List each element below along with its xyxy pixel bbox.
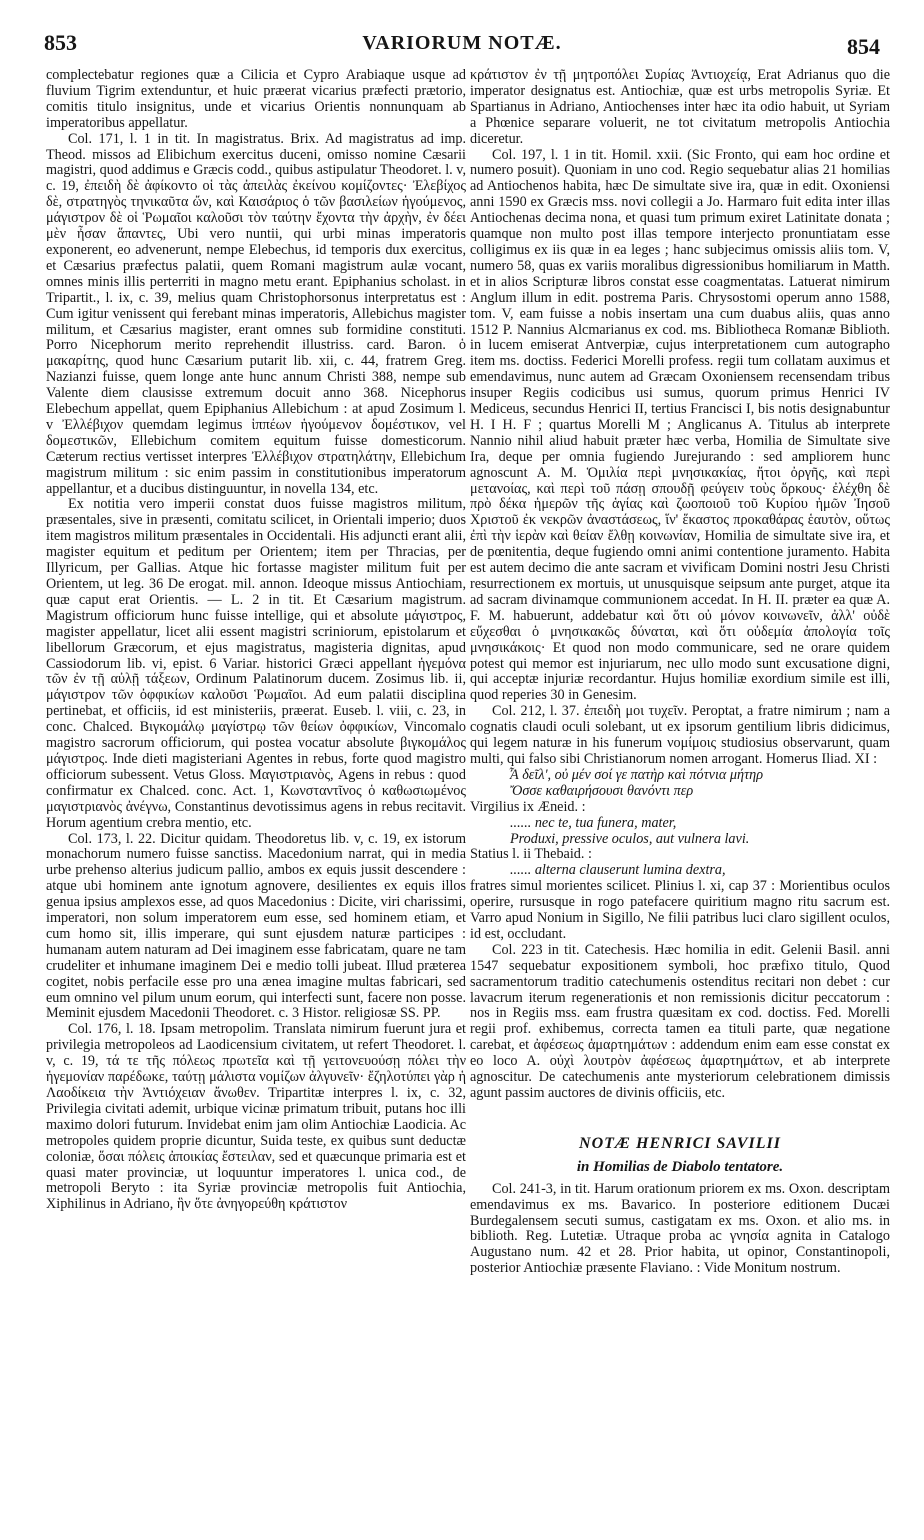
running-header bbox=[44, 30, 880, 62]
page-number-right: 854 bbox=[847, 34, 880, 59]
paragraph: complectebatur regiones quæ a Cilicia et Cypro Arabiaque usque ad fluvium Tigrim extenduntur, et huic præerat vicarius præfecti prætorio, comitis titulo insignitus, unde et vicarius Orientis nonnunquam ab imperatoribus appellatur. bbox=[46, 68, 466, 131]
paragraph: Col. 176, l. 18. Ipsam metropolim. Translata nimirum fuerunt jura et privilegia metropoleos ad Laodicensium civitatem, ut refert Theodoret. l. v, c. 19, τά τε τῆς πόλεως πρωτεῖα καὶ τῇ γειτονευούσῃ πόλει τὴν ἡγεμονίαν παρέδωκε, ταύτῃ μάλιστα νομίζων ἀλγυνεῖν· ἔζηλοτύπει γὰρ ἡ Λαοδίκεια τὴν Ἀντιόχειαν ἄνωθεν. Tripartitæ interpres l. ix, c. 32, Privilegia civitati ademit, urbique vicinæ primatum tribuit, putans hoc illi maximo dolori futurum. Invidebat enim jam olim Antiochiæ Laodicia. Ac metropoles quidem proprie dicuntur, Suida teste, ex quibus sunt deductæ coloniæ, ὅσαι πόλεις ἀποικίας ἔστειλαν, sed et quæcunque primaria est et quasi mater provinciæ, ut loquuntur imperatores l. unica cod., de metropoli Beryto : ita Syriæ provinciæ metropolis fuit Antiochia, Xiphilinus in Adriano, ἣν ὅτε ἀνηγορεύθη κράτιστον bbox=[46, 1021, 466, 1213]
verse-line: ...... alterna clauserunt lumina dextra, bbox=[510, 862, 726, 879]
paragraph: Col. 212, l. 37. ἐπειδὴ μοι τυχεῖν. Peroptat, a fratre nimirum ; nam a cognatis claudi oculi solebant, ut ex ipsorum gentilium libris didicimus, qui legem naturæ in his funerum νομίμοις studiosius observarunt, quam multi, qui falso sibi Christianorum nomen arrogant. Homerus Iliad. XI : bbox=[470, 703, 890, 767]
paragraph: Col. 173, l. 22. Dicitur quidam. Theodoretus lib. v, c. 19, ex istorum monachorum numero fuisse sanctiss. Macedonium narrat, qui in media urbe prehenso alterius judicum pallio, ambos ex equis jussit descendere : atque ubi hominem ante ignotum agnovere, desilientes ex equis illos genua ipsius amplexos esse, ad quos Macedonius : Dicite, viri charissimi, imperatori, non solum imperatorem eum esse, sed hominem etiam, et cum homo sit, illis imperare, qui sunt ejusdem naturæ participes : humanam autem naturam ad Dei imaginem esse fabricatam, quare ne tam crudeliter et inhumane imaginem Dei e medio tolli jubeat. Illud præterea cogitet, nobis perfacile esse pro una ænea imagine multas fabricari, sed eum omnino vel pilum unum eorum, qui interfecti sunt, facere non posse. Meminit ejusdem Macedonii Theodoret. c. 3 Histor. religiosæ SS. PP. bbox=[46, 830, 466, 1022]
paragraph: Col. 197, l. 1 in tit. Homil. xxii. (Sic Fronto, qui eam hoc ordine et numero posuit). Quoniam in uno cod. Regio sequebatur alias 21 homilias ad Antiochenos habita, hæc De simultate sive ira, quæ in edit. Oxoniensi anni 1590 ex Græcis mss. novi collegii a Jo. Harmaro fuit edita inter illas Antiochenas decima nona, et quasi tum primum exiret Latinitate donata ; quamque non multo post illas tempore interjecto pronuntiatam esse colligimus ex iis quæ in ea leges ; hanc subjecimus omissis aliis tom. V, numero 58, quas ex variis moralibus digressionibus homiliarum in Matth. et in alios Scripturæ libros constat esse coagmentatas. Latuerat nimirum Anglum illum in edit. postrema Paris. Chrysostomi operum anno 1588, tom. V, eam fuisse a nobis insertam una cum duabus aliis, quas anno 1512 P. Nannius Alcmarianus ex cod. ms. Bibliotheca Romanæ Biblioth. in lucem emiserat Antverpiæ, cujus interpretationem cum autographo item ms. doctiss. Federici Morelli profess. regii tum collatam auximus et emendavimus, nunc autem ad Græcam Oxoniensem recensendam tribus insuper Regiis codicibus usi sumus, quorum primus Henrici IV Mediceus, secundus Henrici II, tertius Francisci I, bis notis designabuntur H. I H. F ; quartus Morelli M ; Anglicanus A. Titulus ab interprete Nannio nihil aliud habuit præter hæc verba, Homilia de Simultate sive Ira, deque per omnia fugiendo Jurejurando : sed ampliorem hunc agnoscunt A. M. Ὁμιλία περὶ μνησικακίας, ἤτοι ὀργῆς, καὶ περὶ μετανοίας, καὶ περὶ τοῦ πάσῃ σπουδῇ φεύγειν τοὺς ὅρκους· ἐλέχθη δὲ πρὸ δέκα ἡμερῶν τῆς ἁγίας καὶ ζωοποιοῦ τοῦ Κυρίου ἡμῶν Ἰησοῦ Χριστοῦ ἐκ νεκρῶν ἀναστάσεως, ἵν' ἕκαστος προκαθάρας ἑαυτὸν, οὕτως ἐπὶ τὴν ἱερὰν καὶ θείαν ἔλθῃ κοινωνίαν, Homilia de simultate sive ira, et de pœnitentia, deque fugiendo omni animi contentione juramento. Habita est autem decimo die ante sacram et vivificam Domini nostri Jesu Christi resurrectionem ex mortuis, ut unusquisque seipsum ante purget, atque ita ad sacram divinamque communionem accedat. In H. II. præter ea quæ A. F. M. habuerunt, addebatur καὶ ὅτι οὐ μόνον κοινωνεῖν, ἀλλ' οὐδὲ εὔχεσθαι ὁ μνησικακῶς δύναται, καὶ ὅτι οὐδεμία ἀπολογία τοῖς μνησικάκοις· Et quod non modo communicare, sed ne orare quidem potest qui memor est injuriarum, nec ullo modo sunt excusatione digni, qui acceptæ injuriæ recordantur. Hujus homiliæ exordium simile est illi, quod reperies 30 in Genesim. bbox=[470, 146, 890, 704]
paragraph: Virgilius ix Æneid. : bbox=[470, 798, 586, 815]
section-title: NOTÆ HENRICI SAVILII bbox=[579, 1134, 781, 1152]
paragraph: Ex notitia vero imperii constat duos fuisse magistros militum, præsentales, sive in præsenti, comitatu scilicet, in Orientali imperio; duos item magistros militum præsentales in Occidentali. His adjuncti erant alii, magister equitum et peditum per Orientem; item per Thracias, per Illyricum, per Gallias. Atque hic fortasse magister militum fuit per Orientem, ut leg. 36 De erogat. mil. annon. Ideoque missus Antiochiam, quæ caput erat Orientis. — L. 2 in tit. Et Cæsarium magistrum. Magistrum officiorum hunc fuisse intellige, qui et absolute μάγιστρος, magister appellatur, licet alii essent magistri scriniorum, epistolarum et libellorum Græcorum, et ejus magistratus, magisteria dignitas, apud Cassiodorum lib. vi, epist. 6 Variar. historici Græci appellant ἡγεμόνα τῶν ἐν τῇ αὐλῇ τάξεων, Ordinum Palatinorum ducem. Zosimus lib. ii, μάγιστρον τῶν ὀφφικίων καλοῦσι Ῥωμαῖοι. Ad eum palatii disciplina pertinebat, et officiis, id est ministeriis, præerat. Euseb. l. viii, c. 23, in conc. Chalced. Βιγκομάλῳ μαγίστρῳ τῶν θείων ὀφφικίων, Vincomalo magistro sacrorum officiorum, qui postea vocatur absolute βιγκομάλος μάγιστρος. Inde dieti magisteriani Agentes in rebus, forte quod magistro officiorum subessent. Vetus Gloss. Μαγιστριανὸς, Agens in rebus : quod confirmatur ex Chalced. conc. Act. 1, Κωνσταντῖνος ὁ καθωσιωμένος μαγιστριανὸς ἀνέγνω, Constantinus devotissimus agens in rebus recitavit. Horum agentium crebra mentio, etc. bbox=[46, 496, 466, 831]
paragraph: Col. 171, l. 1 in tit. In magistratus. Brix. Ad magistratus ad imp. Theod. missos ad Elibichum exercitus duceni, omisso nomine Cæsarii magistri, quod addimus e Græcis codd., quibus astipulatur Theodoret. l. v, c. 19, ἐπειδὴ δὲ ἀφίκοντο οἱ τὰς ἀπειλὰς ἐκείνου κομίζοντες· Ἐλεβίχος δὲ, στρατηγὸς τηνικαῦτα ὤν, καὶ Καισάριος ὁ τῶν βασιλείων ἡγούμενος, μάγιστρον δὲ οἱ Ῥωμαῖοι καλοῦσι τὸν ταύτην ἔχοντα τὴν ἀρχὴν, ἐν δέει μὲν ἦσαν ἅπαντες, Ubi vero nuntii, qui urbi minas imperatoris exponerent, eo advenerunt, nempe Elebechus, id temporis dux exercitus, et Cæsarius præfectus palatii, quem Romani magistrum aulæ vocant, omnes minis illis perterriti in magno metu erant. Epiphanius scholast. in Tripartit., l. ix, c. 39, melius quam Christophorsonus interpretatus est : Cum igitur venissent qui ferebant minas imperatoris, Allebichus magister militum, et Cæsarius magister, erant omnes sub formidine constituti. Porro Nicephorum merito reprehendit illustriss. card. Baron. ὁ μακαρίτης, quod hunc Cæsarium putarit lib. xii, c. 44, fratrem Greg. Nazianzi fuisse, quem longe ante hunc annum Christi 388, nempe sub Valente diem clausisse extremum docuit anno 368. Nicephorus Elebechum appellat, quem Epiphanius Allebichum : at apud Zosimum l. v Ἐλλέβιχον quemdam legimus ἱππέων ἡγούμενον δομέστικον, vel δομεστικῶν, Ellebichum comitem equitum fuisse domesticorum. Cæterum rectius vertisset interpres Ἐλλέβιχον στρατηλάτην, Ellebichum magistrum militum : sic enim passim in constitutionibus imperatorum appellantur, et a ducibus distinguuntur, in novella 134, etc. bbox=[46, 130, 466, 497]
verse-line: Produxi, pressive oculos, aut vulnera lavi. bbox=[510, 830, 750, 847]
verse-line: ...... nec te, tua funera, mater, bbox=[510, 814, 677, 831]
page-number-left: 853 bbox=[44, 30, 77, 55]
running-title: VARIORUM NOTÆ. bbox=[362, 32, 562, 54]
section-subtitle: in Homilias de Diabolo tentatore. bbox=[576, 1158, 784, 1175]
verse-line: Ὄσσε καθαιρήσουσι θανόντι περ bbox=[510, 782, 694, 799]
paragraph: fratres simul morientes scilicet. Plinius l. xi, cap 37 : Morientibus oculos operire, rursusque in rogo patefacere quiritium magno ritu sacrum est. Varro apud Nonium in Sigillo, Ne filii patribus luci claro sigillent oculos, id est, occludant. bbox=[470, 878, 890, 942]
right-column bbox=[470, 68, 890, 1528]
verse-line: Ἆ δεῖλ', οὐ μέν σοί γε πατὴρ καὶ πότνια μήτηρ bbox=[510, 766, 763, 783]
paragraph: Statius l. ii Thebaid. : bbox=[470, 846, 592, 863]
paragraph: Col. 223 in tit. Catechesis. Hæc homilia in edit. Gelenii Basil. anni 1547 sequebatur expositionem symboli, hoc præfixo titulo, Quod sacramentorum traditio catechumenis ostenditus recitari non debet : cur lavacrum iterum regenerationis et non remissionis dicitur peccatorum : nos in Regiis mss. eam frustra quæsitam ex cod. doctiss. Fed. Morelli regii prof. exhibemus, correcta tamen ea tituli parte, quæ negatione carebat, et ἀφέσεως ἁμαρτημάτων : addendum enim eam esse constat ex eo loco A. οὐχὶ λουτρὸν ἀφέσεως ἁμαρτημάτων, et ab interprete agnoscitur. De catechumenis ante mysteriorum celebrationem dimissis agunt passim auctores de divinis officiis, etc. bbox=[470, 941, 890, 1101]
paragraph: κράτιστον ἐν τῇ μητροπόλει Συρίας Ἀντιοχείᾳ, Erat Adrianus quo die imperator designatus est. Antiochiæ, quæ est urbs metropolis Syriæ. Et Spartianus in Adriano, Antiochenses inter hæc ita odio habuit, ut Syriam a Phœnice separare voluerit, ne tot civitatum metropolis Antiochia diceretur. bbox=[470, 68, 890, 147]
left-column bbox=[46, 68, 466, 1528]
paragraph: Col. 241-3, in tit. Harum orationum priorem ex ms. Oxon. descriptam emendavimus ex ms. Bavarico. In posteriore editionem Ducæi Burdegalensem secuti sumus, castigatam ex ms. Oxon. et alio ms. in biblioth. Reg. Lutetiæ. Utraque proba ac γνησία agnita in Catalogo Augustano num. 42 et 28. Prior habita, ut opinor, Constantinopoli, posterior Antiochiæ præsente Flaviano. : Vide Monitum nostrum. bbox=[470, 1180, 890, 1277]
